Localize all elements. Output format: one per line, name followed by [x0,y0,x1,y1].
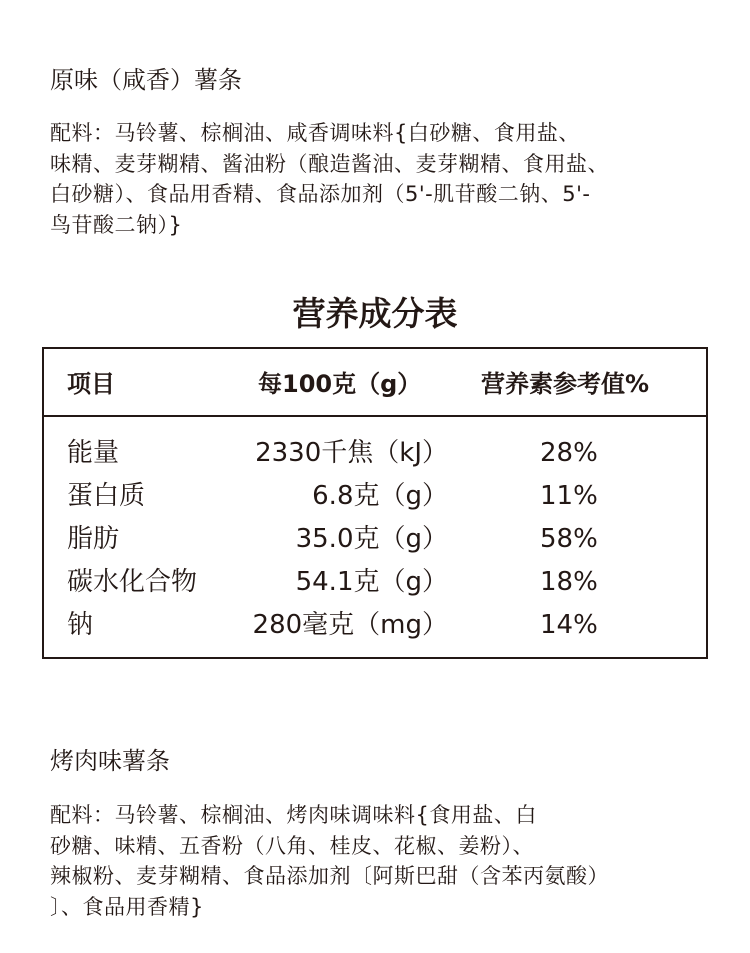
row-nrv: 18% [540,567,598,597]
row-item: 碳水化合物 [67,567,198,597]
row-amount: 2330千焦（kJ） [255,438,448,468]
nutrition-table [42,347,708,659]
table-row [44,604,706,647]
row-item: 脂肪 [67,524,120,554]
row-item: 蛋白质 [67,481,146,511]
header-nrv: 营养素参考值% [481,370,650,398]
table-header-divider [44,415,706,417]
product-title-bbq: 烤肉味薯条 [50,747,170,775]
row-item: 能量 [67,438,120,468]
table-row [44,432,706,475]
row-amount: 280毫克（mg） [252,610,448,640]
ingredients-original: 配料：马铃薯、棕榈油、咸香调味料{白砂糖、食用盐、 味精、麦芽糊精、酱油粉（酿造酱油、麦芽糊精、食用盐、 白砂糖）、食品用香精、食品添加剂（5'-肌苷酸二钠、5'- 鸟苷酸二钠）} [50,121,609,237]
row-nrv: 28% [540,438,598,468]
header-per-100g: 每100克（g） [258,370,422,398]
row-item: 钠 [67,610,94,640]
row-amount: 54.1克（g） [295,567,448,597]
row-amount: 6.8克（g） [312,481,448,511]
table-row [44,518,706,561]
product-title-original: 原味（咸香）薯条 [50,66,242,94]
table-row [44,561,706,604]
table-row [44,475,706,518]
row-nrv: 14% [540,610,598,640]
nutrition-table-title: 营养成分表 [292,294,458,333]
row-amount: 35.0克（g） [295,524,448,554]
row-nrv: 11% [540,481,598,511]
ingredients-bbq: 配料：马铃薯、棕榈油、烤肉味调味料{食用盐、白 砂糖、味精、五香粉（八角、桂皮、花椒、姜粉）、 辣椒粉、麦芽糊精、食品添加剂〔阿斯巴甜（含苯丙氨酸） 〕、食品用香精} [50,803,609,919]
header-item: 项目 [67,370,115,398]
row-nrv: 58% [540,524,598,554]
